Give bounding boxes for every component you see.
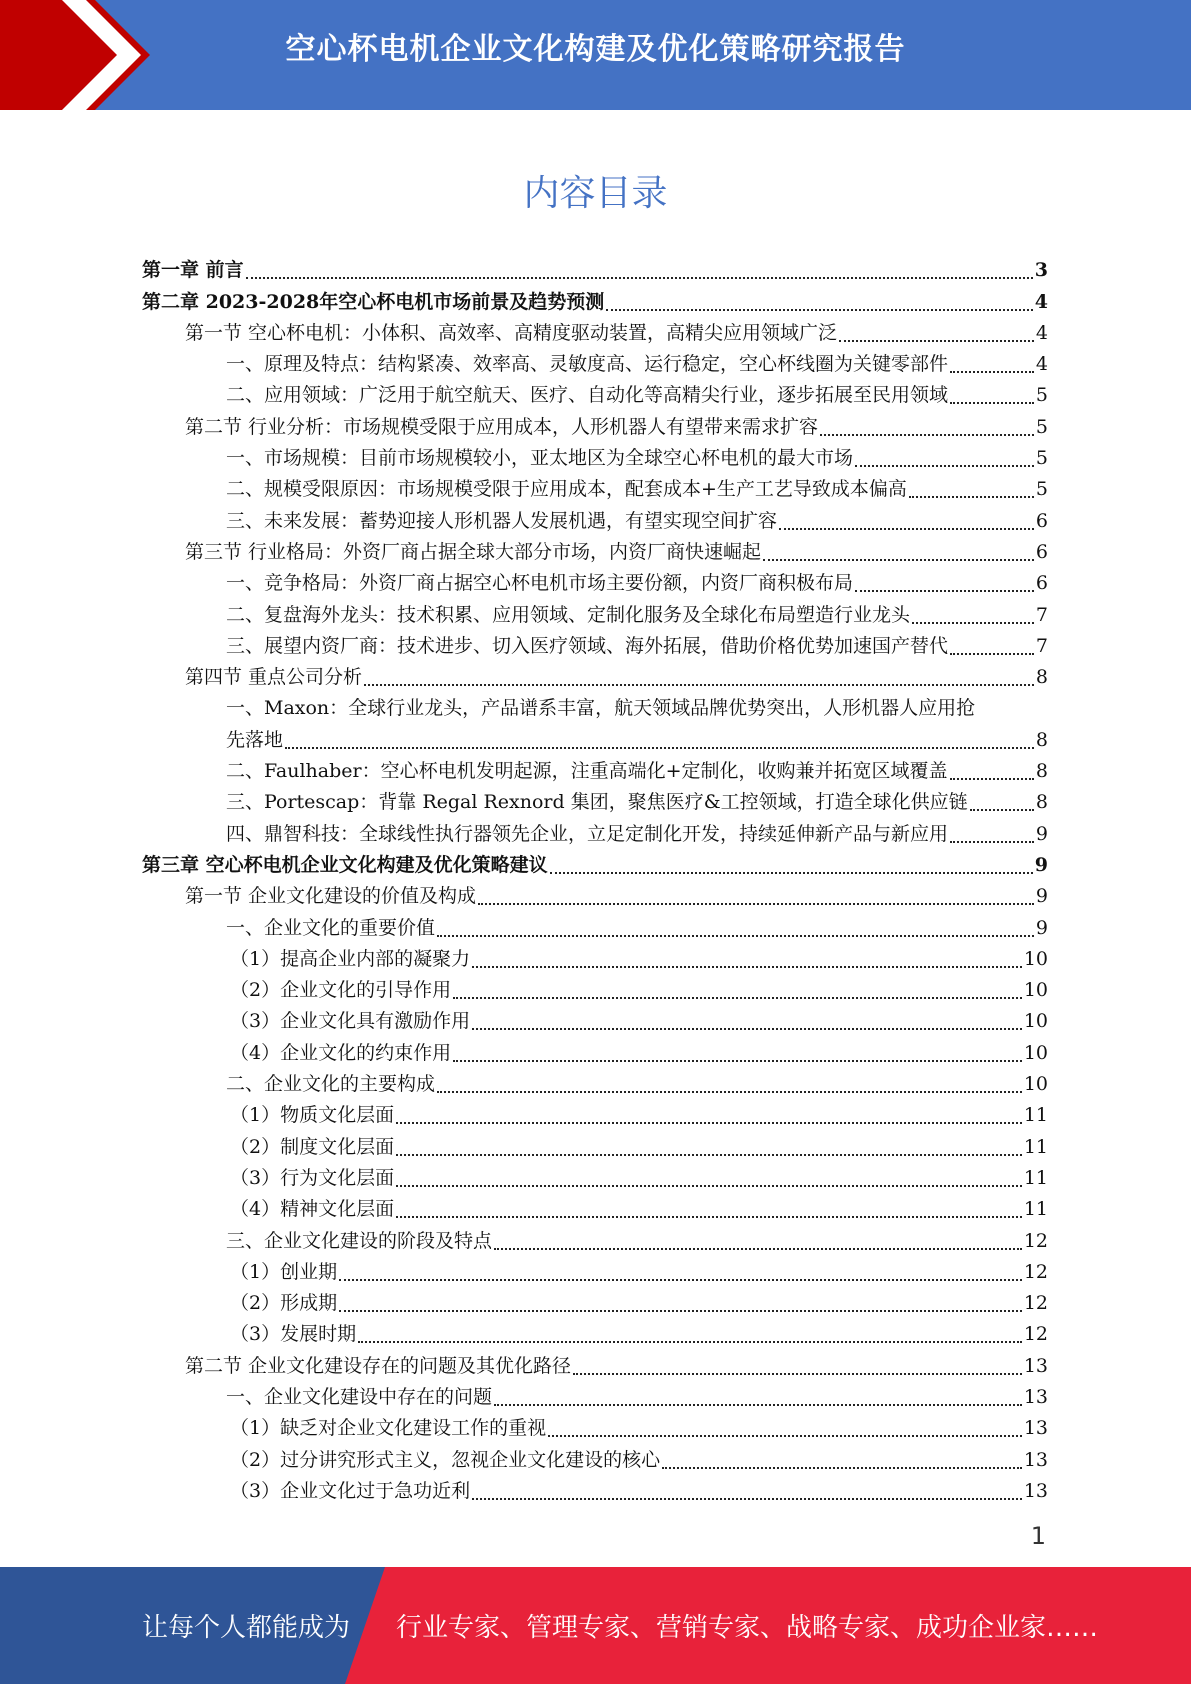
toc-entry-title: 三、企业文化建设的阶段及特点 bbox=[226, 1229, 493, 1252]
toc-leader-dots bbox=[494, 1226, 1022, 1250]
toc-page-number: 8 bbox=[1035, 728, 1048, 751]
toc-page-number: 6 bbox=[1035, 540, 1048, 563]
toc-entry-title: 第一节 企业文化建设的价值及构成 bbox=[185, 885, 477, 908]
toc-page-number: 13 bbox=[1023, 1479, 1048, 1502]
toc-entry-title: （2）企业文化的引导作用 bbox=[230, 979, 452, 1002]
toc-entry[interactable] bbox=[142, 536, 1048, 567]
toc-page-number: 10 bbox=[1023, 947, 1048, 970]
toc-leader-dots bbox=[453, 975, 1022, 999]
toc-leader-dots bbox=[855, 568, 1034, 592]
toc-leader-dots bbox=[364, 662, 1034, 686]
toc-page-number: 9 bbox=[1035, 822, 1048, 845]
toc-page-number: 13 bbox=[1023, 1417, 1048, 1440]
toc-entry-title: （1）创业期 bbox=[230, 1260, 338, 1283]
toc-entry[interactable] bbox=[142, 317, 1048, 348]
toc-leader-dots bbox=[396, 1194, 1022, 1218]
toc-entry[interactable] bbox=[142, 911, 1048, 942]
toc-leader-dots bbox=[662, 1445, 1022, 1469]
toc-entry-title: 第四节 重点公司分析 bbox=[185, 666, 363, 689]
toc-page-number: 7 bbox=[1035, 634, 1048, 657]
toc-entry-title: 第一章 前言 bbox=[142, 259, 244, 282]
toc-page-number: 4 bbox=[1034, 290, 1048, 313]
toc-entry[interactable] bbox=[142, 598, 1048, 629]
toc-page-number: 12 bbox=[1023, 1229, 1048, 1252]
toc-entry[interactable] bbox=[142, 1349, 1048, 1380]
toc-entry-title: （2）制度文化层面 bbox=[230, 1135, 395, 1158]
toc-entry-title: 二、应用领域：广泛用于航空航天、医疗、自动化等高精尖行业，逐步拓展至民用领域 bbox=[226, 384, 949, 407]
toc-leader-dots bbox=[779, 506, 1034, 530]
toc-entry-title: 第二章 2023-2028年空心杯电机市场前景及趋势预测 bbox=[142, 290, 605, 313]
toc-entry[interactable] bbox=[142, 880, 1048, 911]
toc-entry-title: （3）行为文化层面 bbox=[230, 1166, 395, 1189]
toc-entry[interactable] bbox=[142, 692, 1048, 723]
toc-page-number: 9 bbox=[1034, 853, 1048, 876]
toc-entry-title: 一、市场规模：目前市场规模较小，亚太地区为全球空心杯电机的最大市场 bbox=[226, 447, 854, 470]
toc-leader-dots bbox=[437, 1069, 1022, 1093]
toc-entry-title: 三、未来发展：蓄势迎接人形机器人发展机遇，有望实现空间扩容 bbox=[226, 509, 778, 532]
toc-entry-title: （4）企业文化的约束作用 bbox=[230, 1041, 452, 1064]
toc-entry[interactable] bbox=[142, 254, 1048, 285]
toc-page-number: 12 bbox=[1023, 1323, 1048, 1346]
toc-entry[interactable] bbox=[142, 630, 1048, 661]
toc-page-number: 11 bbox=[1023, 1135, 1048, 1158]
toc-entry[interactable] bbox=[142, 943, 1048, 974]
toc-entry[interactable] bbox=[142, 786, 1048, 817]
toc-entry[interactable] bbox=[142, 473, 1048, 504]
toc-entry-title: 二、规模受限原因：市场规模受限于应用成本，配套成本+生产工艺导致成本偏高 bbox=[226, 478, 907, 501]
toc-leader-dots bbox=[494, 1382, 1022, 1406]
toc-entry-title: 第三节 行业格局：外资厂商占据全球大部分市场，内资厂商快速崛起 bbox=[185, 540, 762, 563]
toc-leader-dots bbox=[839, 318, 1034, 342]
toc-entry[interactable] bbox=[142, 379, 1048, 410]
toc-entry-title-continued: 先落地 bbox=[226, 728, 284, 751]
toc-entry-title: （2）形成期 bbox=[230, 1292, 338, 1315]
toc-page-number: 10 bbox=[1023, 1073, 1048, 1096]
toc-entry-title: 二、复盘海外龙头：技术积累、应用领域、定制化服务及全球化布局塑造行业龙头 bbox=[226, 603, 911, 626]
toc-entry-title: （3）企业文化具有激励作用 bbox=[230, 1010, 471, 1033]
toc-leader-dots bbox=[763, 537, 1034, 561]
toc-leader-dots bbox=[339, 1288, 1022, 1312]
toc-page-number: 10 bbox=[1023, 1010, 1048, 1033]
toc-leader-dots bbox=[339, 1257, 1022, 1281]
toc-entry-title: 三、展望内资厂商：技术进步、切入医疗领域、海外拓展，借助价格优势加速国产替代 bbox=[226, 634, 949, 657]
toc-entry-title: （1）提高企业内部的凝聚力 bbox=[230, 947, 471, 970]
toc-entry[interactable] bbox=[142, 442, 1048, 473]
toc-entry[interactable] bbox=[142, 1412, 1048, 1443]
toc-leader-dots bbox=[396, 1163, 1022, 1187]
toc-page-number: 10 bbox=[1023, 1041, 1048, 1064]
toc-entry[interactable] bbox=[142, 504, 1048, 535]
toc-entry-title: （4）精神文化层面 bbox=[230, 1198, 395, 1221]
toc-entry-title: 第二节 行业分析：市场规模受限于应用成本，人形机器人有望带来需求扩容 bbox=[185, 415, 819, 438]
table-of-contents bbox=[142, 254, 1048, 1506]
toc-entry[interactable] bbox=[142, 1256, 1048, 1287]
toc-leader-dots bbox=[970, 787, 1034, 811]
toc-page-number: 8 bbox=[1035, 666, 1048, 689]
toc-entry[interactable] bbox=[142, 1224, 1048, 1255]
toc-entry[interactable] bbox=[142, 1068, 1048, 1099]
toc-entry[interactable] bbox=[142, 849, 1048, 880]
toc-leader-dots bbox=[453, 1038, 1022, 1062]
toc-page-number: 4 bbox=[1035, 353, 1048, 376]
toc-page-number: 9 bbox=[1035, 885, 1048, 908]
page-number: 1 bbox=[1030, 1522, 1046, 1550]
toc-leader-dots bbox=[396, 1132, 1022, 1156]
toc-leader-dots bbox=[548, 1413, 1022, 1437]
toc-leader-dots bbox=[573, 1351, 1022, 1375]
toc-leader-dots bbox=[909, 474, 1034, 498]
toc-page-number: 13 bbox=[1023, 1385, 1048, 1408]
toc-leader-dots bbox=[855, 443, 1034, 467]
toc-entry[interactable] bbox=[142, 1443, 1048, 1474]
toc-leader-dots bbox=[912, 600, 1034, 624]
toc-leader-dots bbox=[246, 255, 1033, 279]
toc-entry-continuation[interactable] bbox=[142, 723, 1048, 754]
toc-page-number: 10 bbox=[1023, 979, 1048, 1002]
toc-entry[interactable] bbox=[142, 1193, 1048, 1224]
toc-entry-title: 二、企业文化的主要构成 bbox=[226, 1073, 436, 1096]
toc-leader-dots bbox=[472, 1476, 1022, 1500]
toc-entry[interactable] bbox=[142, 1099, 1048, 1130]
toc-entry-title: 一、企业文化的重要价值 bbox=[226, 916, 436, 939]
toc-entry[interactable] bbox=[142, 1381, 1048, 1412]
footer-slogan-left: 让每个人都能成为 bbox=[142, 1613, 351, 1643]
toc-page-number: 5 bbox=[1035, 384, 1048, 407]
footer-band bbox=[0, 1567, 1191, 1684]
toc-page-number: 12 bbox=[1023, 1292, 1048, 1315]
toc-entry[interactable] bbox=[142, 1036, 1048, 1067]
toc-entry[interactable] bbox=[142, 1162, 1048, 1193]
toc-entry-title: （1）缺乏对企业文化建设工作的重视 bbox=[230, 1417, 547, 1440]
toc-page-number: 11 bbox=[1023, 1104, 1048, 1127]
toc-leader-dots bbox=[396, 1100, 1022, 1124]
toc-entry[interactable] bbox=[142, 974, 1048, 1005]
header-band bbox=[0, 0, 1191, 110]
toc-entry[interactable] bbox=[142, 567, 1048, 598]
toc-page-number: 13 bbox=[1023, 1354, 1048, 1377]
toc-page-number: 8 bbox=[1035, 760, 1048, 783]
toc-entry[interactable] bbox=[142, 410, 1048, 441]
toc-entry-title: 一、企业文化建设中存在的问题 bbox=[226, 1385, 493, 1408]
toc-page-number: 13 bbox=[1023, 1448, 1048, 1471]
toc-entry-title: （3）企业文化过于急功近利 bbox=[230, 1479, 471, 1502]
toc-leader-dots bbox=[950, 349, 1034, 373]
toc-heading: 内容目录 bbox=[523, 173, 668, 214]
toc-page-number: 6 bbox=[1035, 509, 1048, 532]
toc-leader-dots bbox=[358, 1319, 1022, 1343]
toc-page-number: 9 bbox=[1035, 916, 1048, 939]
toc-entry[interactable] bbox=[142, 1005, 1048, 1036]
toc-entry-title: （3）发展时期 bbox=[230, 1323, 357, 1346]
toc-page-number: 11 bbox=[1023, 1198, 1048, 1221]
toc-leader-dots bbox=[950, 819, 1034, 843]
toc-page-number: 5 bbox=[1035, 478, 1048, 501]
toc-leader-dots bbox=[472, 944, 1022, 968]
toc-page-number: 6 bbox=[1035, 572, 1048, 595]
toc-leader-dots bbox=[950, 380, 1034, 404]
toc-page-number: 3 bbox=[1034, 259, 1048, 282]
toc-page-number: 4 bbox=[1035, 321, 1048, 344]
toc-entry[interactable] bbox=[142, 1475, 1048, 1506]
toc-page-number: 8 bbox=[1035, 791, 1048, 814]
report-title: 空心杯电机企业文化构建及优化策略研究报告 bbox=[285, 32, 906, 67]
toc-entry[interactable] bbox=[142, 1287, 1048, 1318]
toc-leader-dots bbox=[820, 412, 1034, 436]
toc-leader-dots bbox=[437, 913, 1034, 937]
toc-entry-title: 一、竞争格局：外资厂商占据空心杯电机市场主要份额，内资厂商积极布局 bbox=[226, 572, 854, 595]
toc-leader-dots bbox=[950, 631, 1034, 655]
toc-entry[interactable] bbox=[142, 1130, 1048, 1161]
toc-entry-title: 二、Faulhaber：空心杯电机发明起源，注重高端化+定制化，收购兼并拓宽区域覆盖 bbox=[226, 760, 948, 783]
toc-entry-title: 三、Portescap：背靠 Regal Rexnord 集团，聚焦医疗&工控领域，打造全球化供应链 bbox=[226, 791, 968, 814]
toc-leader-dots bbox=[606, 287, 1033, 311]
toc-entry-title: 一、原理及特点：结构紧凑、效率高、灵敏度高、运行稳定，空心杯线圈为关键零部件 bbox=[226, 353, 949, 376]
toc-entry[interactable] bbox=[142, 348, 1048, 379]
toc-entry[interactable] bbox=[142, 661, 1048, 692]
toc-entry-title: 一、Maxon：全球行业龙头，产品谱系丰富，航天领域品牌优势突出，人形机器人应用抢 bbox=[226, 697, 976, 720]
toc-entry-title: （2）过分讲究形式主义，忽视企业文化建设的核心 bbox=[230, 1448, 661, 1471]
toc-entry-title: 第一节 空心杯电机：小体积、高效率、高精度驱动装置，高精尖应用领域广泛 bbox=[185, 321, 838, 344]
toc-leader-dots bbox=[285, 725, 1034, 749]
toc-page-number: 5 bbox=[1035, 415, 1048, 438]
toc-page-number: 5 bbox=[1035, 447, 1048, 470]
footer-slogan-right: 行业专家、管理专家、营销专家、战略专家、成功企业家…… bbox=[396, 1613, 1099, 1643]
toc-entry-title: 四、鼎智科技：全球线性执行器领先企业，立足定制化开发，持续延伸新产品与新应用 bbox=[226, 822, 949, 845]
toc-entry-title: （1）物质文化层面 bbox=[230, 1104, 395, 1127]
toc-entry-title: 第二节 企业文化建设存在的问题及其优化路径 bbox=[185, 1354, 572, 1377]
toc-entry-title: 第三章 空心杯电机企业文化构建及优化策略建议 bbox=[142, 853, 548, 876]
toc-page-number: 12 bbox=[1023, 1260, 1048, 1283]
toc-leader-dots bbox=[550, 850, 1033, 874]
toc-leader-dots bbox=[478, 881, 1034, 905]
toc-page-number: 7 bbox=[1035, 603, 1048, 626]
toc-entry[interactable] bbox=[142, 1318, 1048, 1349]
toc-entry[interactable] bbox=[142, 755, 1048, 786]
toc-entry[interactable] bbox=[142, 817, 1048, 848]
toc-leader-dots bbox=[950, 756, 1034, 780]
toc-entry[interactable] bbox=[142, 285, 1048, 316]
toc-page-number: 11 bbox=[1023, 1166, 1048, 1189]
toc-leader-dots bbox=[472, 1006, 1022, 1030]
